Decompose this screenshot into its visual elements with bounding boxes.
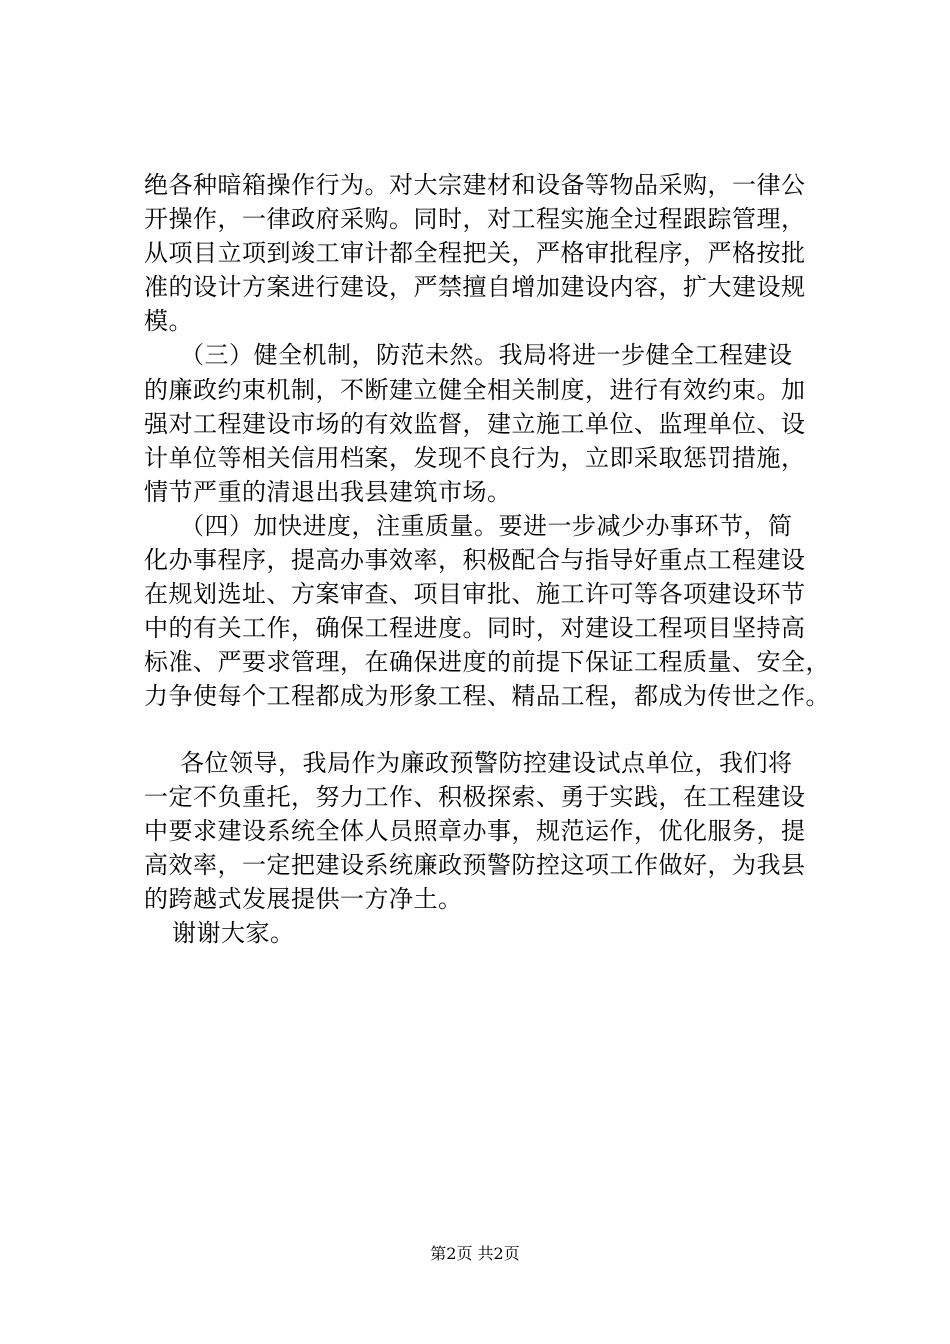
text-line: 强对工程建设市场的有效监督，建立施工单位、监理单位、设 <box>144 409 806 438</box>
paragraph-start-line: 各位领导，我局作为廉政预警防控建设试点单位，我们将 <box>180 748 793 777</box>
paragraph-gap <box>144 714 830 746</box>
closing-line: 谢谢大家。 <box>172 918 295 947</box>
text-line: 绝各种暗箱操作行为。对大宗建材和设备等物品采购，一律公 <box>144 171 806 199</box>
text-line: 模。 <box>144 307 193 336</box>
document-body <box>144 168 830 950</box>
text-line: 从项目立项到竣工审计都全程把关，严格审批程序，严格按批 <box>144 239 806 268</box>
text-line: 情节严重的清退出我县建筑市场。 <box>144 477 512 506</box>
text-line: 高效率，一定把建设系统廉政预警防控这项工作做好，为我县 <box>144 850 806 879</box>
page-number-footer: 第2页 共2页 <box>430 1244 520 1263</box>
text-line: 准的设计方案进行建设，严禁擅自增加建设内容，扩大建设规 <box>144 273 806 302</box>
text-line: 开操作，一律政府采购。同时，对工程实施全过程跟踪管理， <box>144 205 806 234</box>
text-line: 在规划选址、方案审查、项目审批、施工许可等各项建设环节 <box>144 580 806 609</box>
text-line: 化办事程序，提高办事效率，积极配合与指导好重点工程建设 <box>144 546 806 575</box>
text-line: 的廉政约束机制，不断建立健全相关制度，进行有效约束。加 <box>144 375 806 404</box>
text-line: 力争使每个工程都成为形象工程、精品工程，都成为传世之作。 <box>144 682 830 711</box>
paragraph-start-line: （三）健全机制，防范未然。我局将进一步健全工程建设 <box>180 341 793 370</box>
text-line: 中要求建设系统全体人员照章办事，规范运作，优化服务，提 <box>144 816 806 845</box>
text-line: 标准、严要求管理，在确保进度的前提下保证工程质量、安全， <box>144 648 830 677</box>
text-line: 中的有关工作，确保工程进度。同时，对建设工程项目坚持高 <box>144 614 806 643</box>
paragraph-start-line: （四）加快进度，注重质量。要进一步减少办事环节，简 <box>180 511 793 540</box>
text-line: 的跨越式发展提供一方净土。 <box>144 884 463 913</box>
text-line: 一定不负重托，努力工作、积极探索、勇于实践，在工程建设 <box>144 782 806 811</box>
text-line: 计单位等相关信用档案，发现不良行为，立即采取惩罚措施， <box>144 443 806 472</box>
